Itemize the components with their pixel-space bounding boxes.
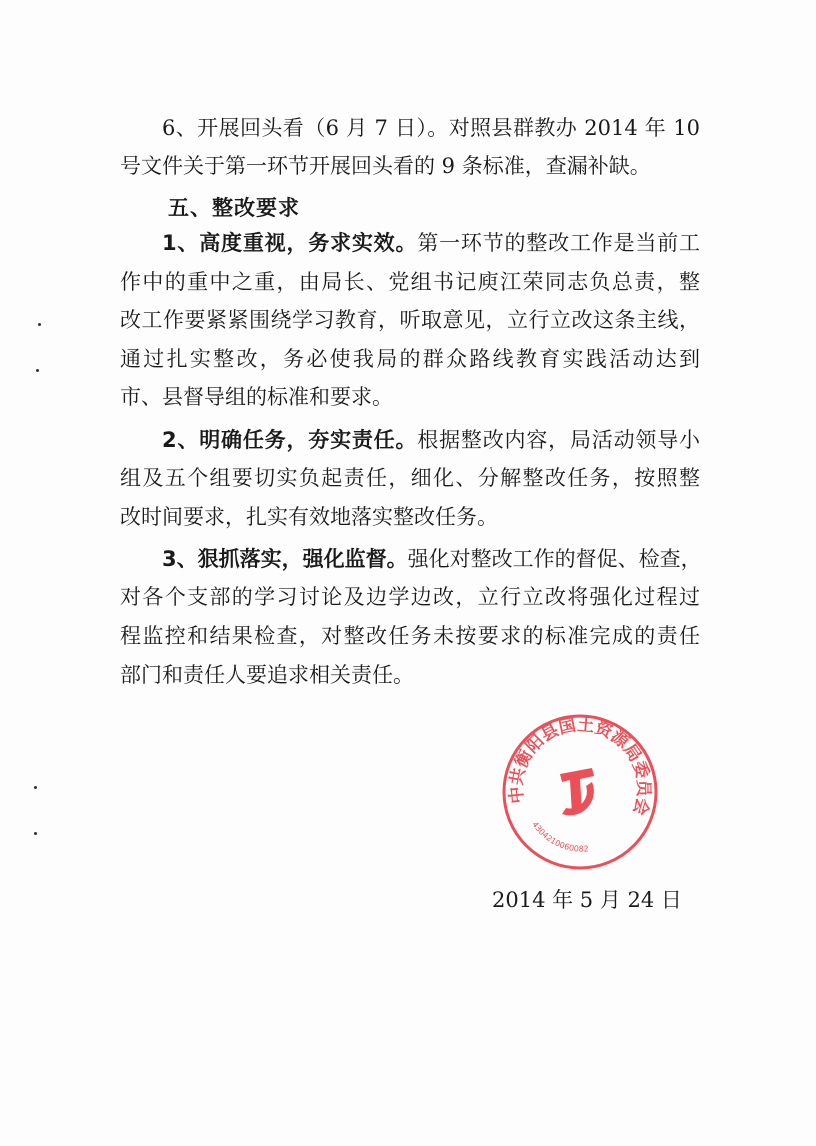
item2-text: 根据整改内容，局活动领导小 xyxy=(417,428,700,452)
item3-line-2: 对各个支部的学习讨论及边学边改，立行立改将强化过程过 xyxy=(120,585,700,609)
item3-text: 强化对整改工作的督促、检查， xyxy=(407,547,702,571)
item3-lead: 3、狠抓落实，强化监督。 xyxy=(162,547,408,571)
scan-speck xyxy=(36,369,39,372)
scan-speck xyxy=(34,832,37,835)
official-seal-stamp xyxy=(500,712,660,872)
item2-lead: 2、明确任务，夯实责任。 xyxy=(162,428,418,452)
item1-text: 第一环节的整改工作是当前工 xyxy=(417,231,700,255)
item3-line-3: 程监控和结果检查，对整改任务未按要求的标准完成的责任 xyxy=(120,624,700,648)
section6-line-1: 6、开展回头看（6 月 7 日）。对照县群教办 2014 年 10 xyxy=(162,116,700,140)
item1-line-3: 改工作要紧紧围绕学习教育，听取意见，立行立改这条主线， xyxy=(120,308,700,332)
document-date: 2014 年 5 月 24 日 xyxy=(492,888,682,912)
item1-line-4: 通过扎实整改，务必使我局的群众路线教育实践活动达到 xyxy=(120,347,700,371)
item2-line-2: 组及五个组要切实负起责任，细化、分解整改任务，按照整 xyxy=(120,466,700,490)
item3-line-4: 部门和责任人要追求相关责任。 xyxy=(120,663,414,687)
item1-line-5: 市、县督导组的标准和要求。 xyxy=(120,385,393,409)
hammer-sickle-icon xyxy=(560,768,594,815)
seal-text: 中共衡阳县国土资源局委员会 xyxy=(506,715,654,818)
scan-speck xyxy=(38,323,41,326)
item2-line-1 xyxy=(162,426,700,454)
item3-line-1 xyxy=(162,545,700,573)
item2-line-3: 改时间要求，扎实有效地落实整改任务。 xyxy=(120,505,498,529)
section-heading: 五、整改要求 xyxy=(168,196,300,220)
item1-line-1 xyxy=(162,229,700,257)
seal-code: 4304210060082 xyxy=(530,819,589,854)
item1-line-2: 作中的重中之重，由局长、党组书记庾江荣同志负总责，整 xyxy=(120,270,700,294)
scan-speck xyxy=(34,786,37,789)
section6-line-2: 号文件关于第一环节开展回头看的 9 条标准，查漏补缺。 xyxy=(120,154,651,178)
item1-lead: 1、高度重视，务求实效。 xyxy=(162,231,418,255)
